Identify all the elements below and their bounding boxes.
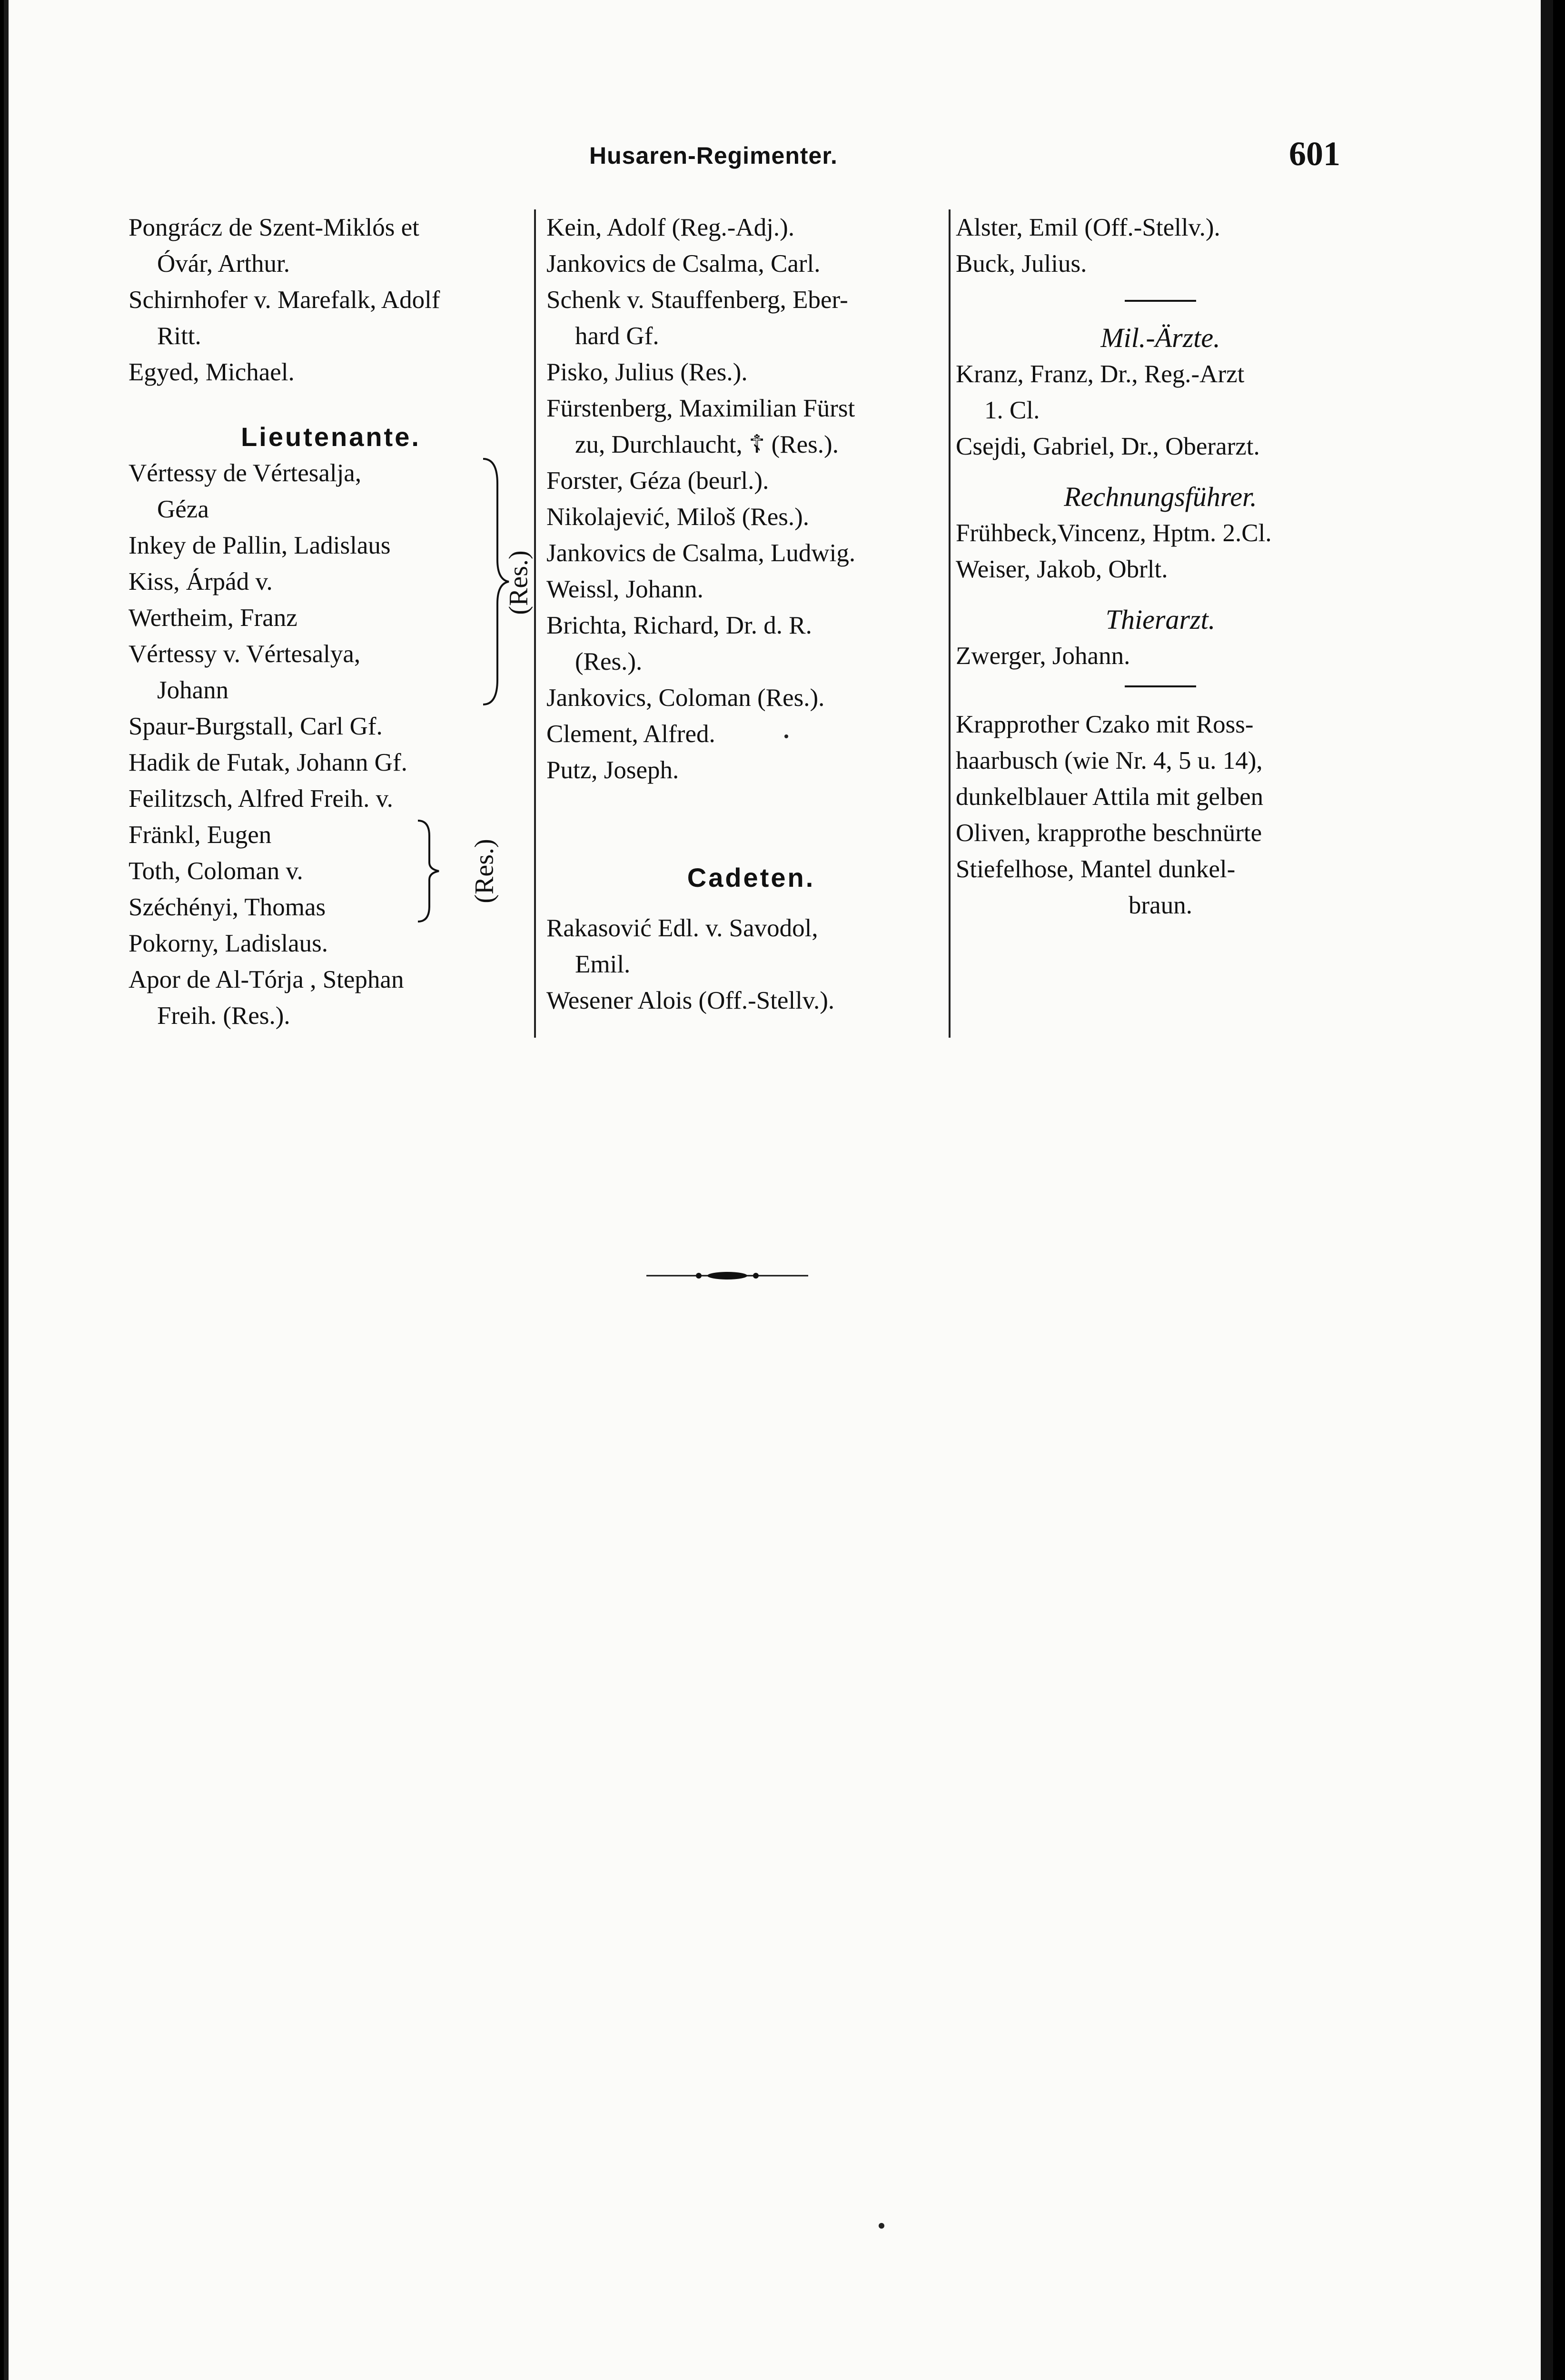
entry-line: Frühbeck,Vincenz, Hptm. 2.Cl.	[956, 519, 1272, 547]
entry-line: Weiser, Jakob, Obrlt.	[956, 555, 1168, 583]
uniform-description-line: braun.	[1129, 892, 1192, 919]
entry-line: Csejdi, Gabriel, Dr., Oberarzt.	[956, 433, 1260, 460]
entry-line: Wertheim, Franz	[129, 604, 297, 632]
entry-line: Spaur-Burgstall, Carl Gf.	[129, 713, 383, 740]
entry-line-cont: zu, Durchlaucht, ☦ (Res.).	[575, 431, 839, 458]
entry-line-cont: hard Gf.	[575, 322, 659, 350]
entry-line: Forster, Géza (beurl.).	[546, 467, 769, 495]
entry-line-cont: Óvár, Arthur.	[157, 250, 290, 278]
print-speck	[784, 734, 788, 738]
entry-line: Zwerger, Johann.	[956, 642, 1130, 670]
entry-line: Inkey de Pallin, Ladislaus	[129, 532, 391, 559]
entry-line: Feilitzsch, Alfred Freih. v.	[129, 785, 393, 813]
entry-line: Vértessy v. Vértesalya,	[129, 640, 361, 668]
entry-line: Weissl, Johann.	[546, 575, 703, 603]
entry-line: Toth, Coloman v.	[129, 857, 303, 885]
column-right	[956, 209, 1365, 923]
entry-line: Rakasović Edl. v. Savodol,	[546, 914, 818, 942]
section-heading-lieutenants: Lieutenante.	[241, 422, 421, 452]
uniform-description-line: haarbusch (wie Nr. 4, 5 u. 14),	[956, 747, 1263, 774]
bracket-brace	[414, 817, 443, 925]
reserve-label: (Res.)	[469, 839, 499, 903]
entry-line: Széchényi, Thomas	[129, 893, 326, 921]
entry-line: Egyed, Michael.	[129, 358, 295, 386]
uniform-description-line: dunkelblauer Attila mit gelben	[956, 783, 1264, 811]
entry-line: Kiss, Árpád v.	[129, 568, 273, 595]
entry-line-cont: 1. Cl.	[984, 397, 1040, 424]
entry-line: Brichta, Richard, Dr. d. R.	[546, 612, 812, 639]
column-rule-1	[534, 209, 536, 1038]
entry-line: Pokorny, Ladislaus.	[129, 930, 328, 957]
page-number: 601	[1289, 135, 1340, 173]
uniform-description-line: Stiefelhose, Mantel dunkel-	[956, 855, 1236, 883]
section-heading-doctors: Mil.-Ärzte.	[1100, 322, 1220, 353]
entry-line-cont: Ritt.	[157, 322, 201, 350]
entry-line: Wesener Alois (Off.-Stellv.).	[546, 987, 835, 1014]
entry-line: Schenk v. Stauffenberg, Eber-	[546, 286, 848, 314]
entry-line: Schirnhofer v. Marefalk, Adolf	[129, 286, 440, 314]
entry-line: Pisko, Julius (Res.).	[546, 358, 748, 386]
section-heading-veterinarian: Thierarzt.	[1105, 604, 1216, 635]
entry-text: Pongrácz de Szent-Miklós et	[129, 214, 419, 241]
uniform-description-line: Oliven, krapprothe beschnürte	[956, 819, 1262, 847]
entry-line: Jankovics de Csalma, Ludwig.	[546, 539, 856, 567]
page-edge-right	[1541, 0, 1553, 2380]
entry-line: Putz, Joseph.	[546, 756, 679, 784]
entry-line: Alster, Emil (Off.-Stellv.).	[956, 214, 1220, 241]
entry-line: Clement, Alfred.	[546, 720, 715, 748]
section-heading-paymaster: Rechnungsführer.	[1064, 481, 1257, 512]
reserve-label: (Res.)	[504, 550, 534, 615]
entry-line: Kranz, Franz, Dr., Reg.-Arzt	[956, 360, 1245, 388]
entry-text: Apor de Al-Tórja , Stephan	[129, 966, 404, 993]
entry-line: Vértessy de Vértesalja,	[129, 459, 362, 487]
reserve-group-1	[129, 455, 533, 708]
entry-line	[129, 962, 533, 998]
page-edge-left	[4, 0, 9, 2380]
entry-line-cont: Géza	[157, 496, 209, 523]
print-speck	[879, 2223, 884, 2229]
entry-line: Fürstenberg, Maximilian Fürst	[546, 395, 855, 422]
section-heading-cadets: Cadeten.	[687, 863, 815, 892]
entry-line-cont: (Res.).	[575, 648, 643, 675]
column-middle	[546, 209, 956, 1019]
entry-line: Jankovics de Csalma, Carl.	[546, 250, 821, 278]
entry-line: Hadik de Futak, Johann Gf.	[129, 749, 407, 776]
entry-line-cont: Emil.	[575, 951, 631, 978]
entry-line: Nikolajević, Miloš (Res.).	[546, 503, 809, 531]
reserve-group-2	[129, 817, 533, 925]
running-head: Husaren-Regimenter.	[589, 142, 838, 169]
book-page	[4, 0, 1553, 2380]
entry-line: Buck, Julius.	[956, 250, 1087, 278]
uniform-description-line: Krapprother Czako mit Ross-	[956, 711, 1254, 738]
entry-line: Fränkl, Eugen	[129, 821, 272, 849]
entry-line-cont: Freih. (Res.).	[157, 1002, 290, 1030]
column-left	[129, 209, 533, 1034]
entry-line-cont: Johann	[157, 676, 229, 704]
entry-line: Jankovics, Coloman (Res.).	[546, 684, 825, 712]
entry-line: Kein, Adolf (Reg.-Adj.).	[546, 214, 795, 241]
entry-line	[129, 209, 533, 246]
end-ornament	[646, 1269, 808, 1283]
